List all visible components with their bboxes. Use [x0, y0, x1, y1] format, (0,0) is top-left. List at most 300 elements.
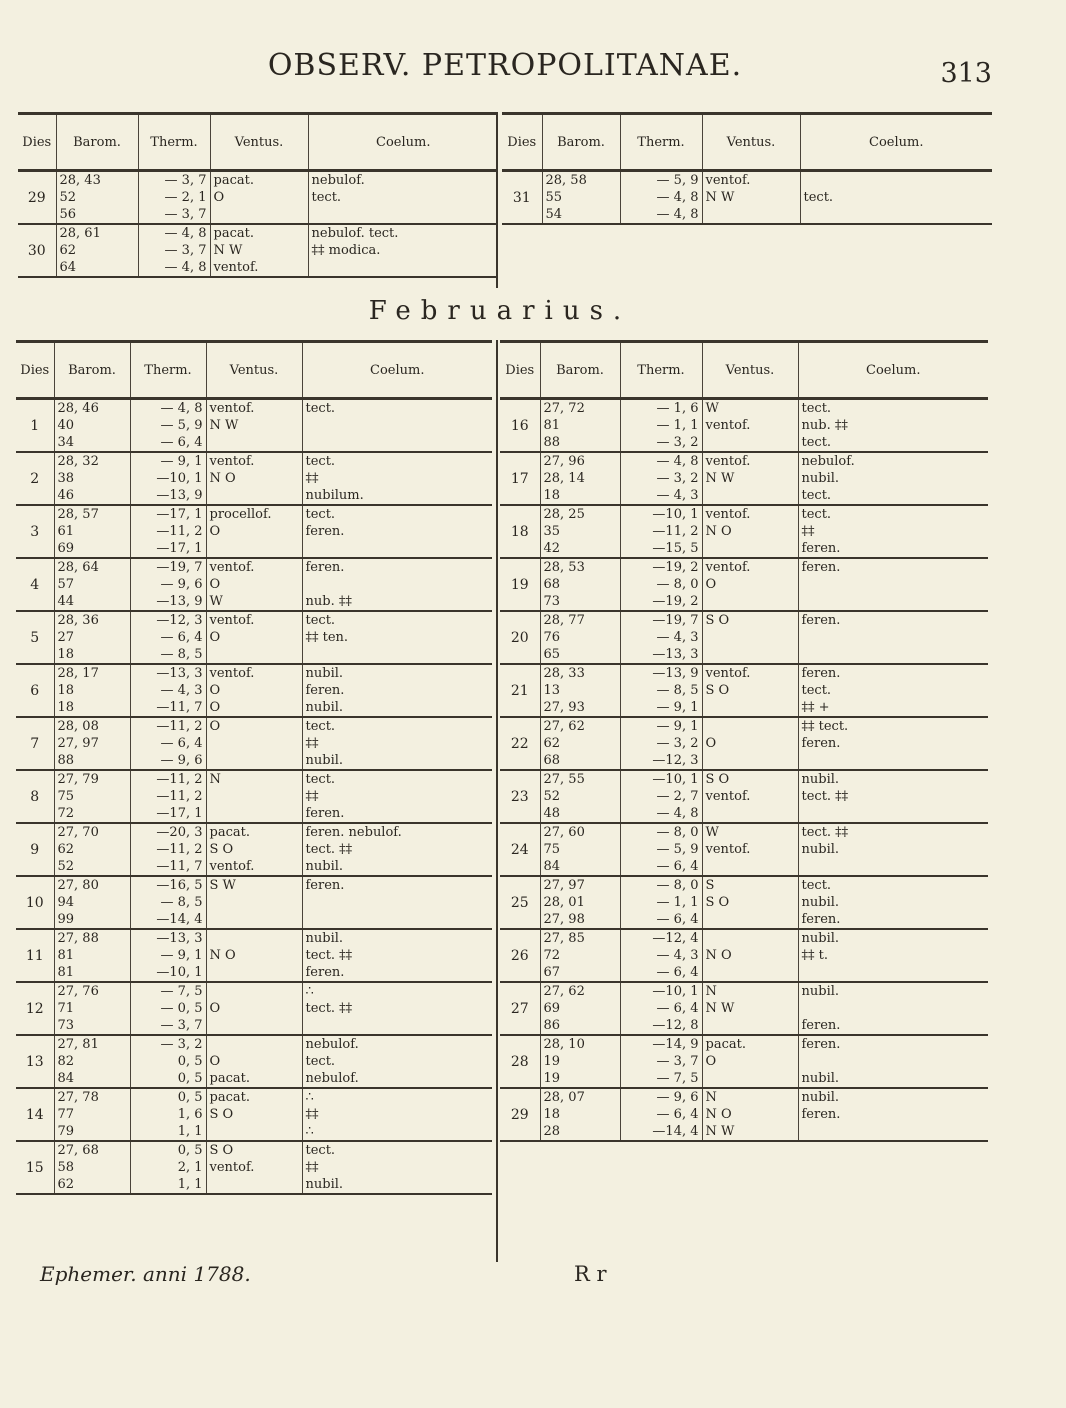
- therm-reading: —11, 2: [156, 789, 203, 804]
- coelum-cell: [798, 876, 988, 929]
- barom-reading: 64: [59, 260, 77, 275]
- barom-reading: 27, 85: [543, 931, 585, 946]
- barom-reading: 58: [57, 1160, 75, 1175]
- ventus-cell: [206, 1141, 302, 1194]
- ventus-cell: [702, 982, 798, 1035]
- therm-reading: —14, 9: [652, 1037, 699, 1052]
- therm-reading: — 4, 8: [160, 401, 203, 416]
- therm-cell: [130, 1141, 206, 1194]
- ventus-reading: [207, 805, 302, 822]
- therm-column-header: Therm.: [620, 342, 702, 399]
- january-table-left: [18, 112, 498, 278]
- coelum-cell: [798, 929, 988, 982]
- ventus-reading: N W: [213, 243, 243, 258]
- therm-reading: —19, 7: [652, 613, 699, 628]
- therm-reading: — 5, 9: [656, 842, 699, 857]
- barom-cell: [540, 929, 620, 982]
- coelum-reading: [801, 172, 993, 189]
- therm-reading: — 6, 4: [160, 630, 203, 645]
- ventus-reading: [207, 540, 302, 557]
- therm-reading: — 4, 3: [656, 488, 699, 503]
- ventus-reading: N W: [705, 190, 735, 205]
- coelum-reading: nubil.: [801, 984, 840, 999]
- ventus-cell: [206, 823, 302, 876]
- therm-reading: — 1, 1: [656, 895, 699, 910]
- barom-reading: 52: [543, 789, 561, 804]
- ventus-reading: pacat.: [209, 1090, 250, 1105]
- coelum-cell: [798, 770, 988, 823]
- ventus-column-header: Ventus.: [206, 342, 302, 399]
- barom-reading: 18: [57, 683, 75, 698]
- ventus-reading: [703, 964, 798, 981]
- coelum-cell: [798, 1035, 988, 1088]
- day-row: [500, 717, 988, 770]
- observation-table: [18, 112, 498, 278]
- therm-reading: — 4, 3: [656, 948, 699, 963]
- barom-reading: 28, 64: [57, 560, 99, 575]
- day-number: 8: [16, 770, 54, 823]
- therm-cell: [130, 611, 206, 664]
- day-row: [500, 611, 988, 664]
- dies-column-header: Dies: [500, 342, 540, 399]
- coelum-reading: ‡‡ tect.: [801, 719, 849, 734]
- therm-reading: — 6, 4: [656, 1107, 699, 1122]
- coelum-reading: nubil.: [305, 931, 344, 946]
- barom-cell: [54, 1035, 130, 1088]
- coelum-cell: [302, 1088, 492, 1141]
- coelum-reading: [801, 206, 993, 223]
- therm-reading: — 8, 5: [160, 895, 203, 910]
- coelum-reading: [799, 646, 989, 663]
- therm-cell: [620, 823, 702, 876]
- coelum-reading: feren. nebulof.: [305, 825, 402, 840]
- barom-reading: 75: [57, 789, 75, 804]
- ventus-reading: S O: [705, 683, 730, 698]
- therm-cell: [130, 1035, 206, 1088]
- page-number: 313: [940, 58, 992, 89]
- ventus-reading: ventof.: [705, 507, 751, 522]
- coelum-reading: [309, 259, 499, 276]
- therm-reading: — 4, 8: [656, 190, 699, 205]
- ventus-cell: [702, 399, 798, 453]
- day-number: 2: [16, 452, 54, 505]
- ventus-reading: [207, 983, 302, 1000]
- ventus-reading: pacat.: [705, 1037, 746, 1052]
- therm-reading: — 9, 6: [160, 753, 203, 768]
- day-number: 13: [16, 1035, 54, 1088]
- ventus-reading: [703, 593, 798, 610]
- therm-cell: [130, 823, 206, 876]
- day-row: [16, 505, 492, 558]
- barom-cell: [540, 876, 620, 929]
- ventus-reading: N O: [209, 948, 236, 963]
- therm-cell: [620, 982, 702, 1035]
- barom-reading: 77: [57, 1107, 75, 1122]
- barom-cell: [54, 876, 130, 929]
- ventus-reading: O: [209, 719, 221, 734]
- day-row: [500, 558, 988, 611]
- day-row: [500, 664, 988, 717]
- ventus-reading: O: [705, 1054, 717, 1069]
- coelum-column-header: Coelum.: [798, 342, 988, 399]
- day-number: 23: [500, 770, 540, 823]
- day-number: 20: [500, 611, 540, 664]
- coelum-reading: [799, 576, 989, 593]
- ventus-reading: ventof.: [705, 418, 751, 433]
- ventus-reading: [703, 434, 798, 451]
- barom-reading: 28, 43: [59, 173, 101, 188]
- therm-reading: —12, 3: [156, 613, 203, 628]
- barom-reading: 18: [543, 1107, 561, 1122]
- barom-reading: 28, 01: [543, 895, 585, 910]
- coelum-cell: [798, 399, 988, 453]
- coelum-reading: feren.: [305, 806, 345, 821]
- ventus-cell: [702, 929, 798, 982]
- barom-reading: 56: [59, 207, 77, 222]
- barom-cell: [540, 982, 620, 1035]
- barom-cell: [54, 1088, 130, 1141]
- barom-cell: [542, 171, 620, 225]
- ventus-reading: ventof.: [209, 560, 255, 575]
- day-number: 30: [18, 224, 56, 277]
- therm-reading: — 3, 2: [656, 736, 699, 751]
- ventus-reading: [703, 752, 798, 769]
- coelum-reading: nub. ‡‡: [801, 418, 848, 433]
- therm-reading: —10, 1: [652, 984, 699, 999]
- therm-cell: [620, 770, 702, 823]
- ventus-reading: S O: [705, 772, 730, 787]
- therm-column-header: Therm.: [130, 342, 206, 399]
- therm-cell: [620, 611, 702, 664]
- ventus-reading: [207, 646, 302, 663]
- coelum-reading: feren.: [801, 613, 841, 628]
- barom-reading: 28, 58: [545, 173, 587, 188]
- coelum-reading: ‡‡: [305, 471, 319, 486]
- ventus-reading: W: [209, 594, 223, 609]
- therm-cell: [130, 452, 206, 505]
- barom-cell: [54, 770, 130, 823]
- day-number: 22: [500, 717, 540, 770]
- day-number: 10: [16, 876, 54, 929]
- coelum-reading: feren.: [305, 683, 345, 698]
- day-number: 27: [500, 982, 540, 1035]
- ventus-reading: N W: [209, 418, 239, 433]
- day-number: 24: [500, 823, 540, 876]
- barom-reading: 72: [57, 806, 75, 821]
- coelum-reading: tect.: [305, 1143, 336, 1158]
- therm-reading: — 4, 8: [164, 260, 207, 275]
- therm-reading: 2, 1: [177, 1160, 203, 1175]
- barom-reading: 28, 53: [543, 560, 585, 575]
- barom-reading: 28, 25: [543, 507, 585, 522]
- ventus-reading: [703, 487, 798, 504]
- ventus-column-header: Ventus.: [702, 114, 800, 171]
- barom-reading: 73: [543, 594, 561, 609]
- therm-reading: — 8, 0: [656, 577, 699, 592]
- therm-reading: —11, 2: [156, 719, 203, 734]
- day-row: [502, 171, 992, 225]
- barom-column-header: Barom.: [542, 114, 620, 171]
- day-number: 7: [16, 717, 54, 770]
- coelum-reading: nebulof.: [311, 173, 365, 188]
- therm-reading: 1, 1: [177, 1124, 203, 1139]
- barom-reading: 28, 08: [57, 719, 99, 734]
- coelum-cell: [800, 171, 992, 225]
- coelum-reading: ‡‡: [801, 524, 815, 539]
- coelum-cell: [302, 611, 492, 664]
- coelum-reading: tect.: [305, 772, 336, 787]
- therm-reading: —13, 9: [156, 594, 203, 609]
- therm-cell: [620, 717, 702, 770]
- day-number: 28: [500, 1035, 540, 1088]
- coelum-reading: tect.: [305, 719, 336, 734]
- coelum-reading: [799, 964, 989, 981]
- coelum-reading: feren.: [305, 560, 345, 575]
- coelum-column-header: Coelum.: [302, 342, 492, 399]
- ventus-reading: pacat.: [213, 173, 254, 188]
- coelum-reading: ‡‡ ten.: [305, 630, 349, 645]
- therm-reading: — 8, 0: [656, 878, 699, 893]
- barom-reading: 28, 17: [57, 666, 99, 681]
- ventus-cell: [206, 1088, 302, 1141]
- barom-reading: 79: [57, 1124, 75, 1139]
- day-row: [500, 1088, 988, 1141]
- ventus-cell: [206, 929, 302, 982]
- ventus-cell: [702, 452, 798, 505]
- ventus-reading: S O: [705, 613, 730, 628]
- barom-cell: [540, 717, 620, 770]
- ventus-reading: [207, 930, 302, 947]
- barom-cell: [540, 1088, 620, 1141]
- ventus-cell: [702, 505, 798, 558]
- coelum-reading: nubil.: [801, 1071, 840, 1086]
- therm-reading: —10, 1: [156, 471, 203, 486]
- coelum-reading: nebulof.: [305, 1037, 359, 1052]
- ventus-reading: N O: [209, 471, 236, 486]
- barom-column-header: Barom.: [540, 342, 620, 399]
- barom-reading: 88: [57, 753, 75, 768]
- ventus-cell: [206, 558, 302, 611]
- therm-reading: — 3, 2: [656, 435, 699, 450]
- day-row: [500, 823, 988, 876]
- therm-reading: —11, 7: [156, 700, 203, 715]
- coelum-column-header: Coelum.: [800, 114, 992, 171]
- day-row: [500, 505, 988, 558]
- day-row: [16, 823, 492, 876]
- ventus-cell: [206, 1035, 302, 1088]
- ventus-cell: [702, 171, 800, 225]
- therm-reading: —11, 2: [156, 772, 203, 787]
- coelum-reading: feren.: [305, 965, 345, 980]
- barom-reading: 27: [57, 630, 75, 645]
- ventus-reading: [703, 629, 798, 646]
- barom-reading: 19: [543, 1054, 561, 1069]
- barom-reading: 86: [543, 1018, 561, 1033]
- therm-column-header: Therm.: [620, 114, 702, 171]
- barom-reading: 68: [543, 753, 561, 768]
- day-row: [16, 664, 492, 717]
- barom-reading: 81: [57, 948, 75, 963]
- barom-cell: [540, 611, 620, 664]
- day-number: 29: [18, 171, 56, 225]
- barom-reading: 40: [57, 418, 75, 433]
- therm-reading: —15, 5: [652, 541, 699, 556]
- therm-cell: [130, 876, 206, 929]
- therm-reading: — 8, 0: [656, 825, 699, 840]
- ventus-column-header: Ventus.: [702, 342, 798, 399]
- coelum-reading: ∴: [305, 984, 314, 999]
- ventus-reading: S W: [209, 878, 236, 893]
- coelum-reading: nub. ‡‡: [305, 594, 352, 609]
- therm-reading: —14, 4: [652, 1124, 699, 1139]
- barom-cell: [54, 982, 130, 1035]
- day-number: 29: [500, 1088, 540, 1141]
- coelum-reading: ‡‡ t.: [801, 948, 828, 963]
- ventus-reading: N W: [705, 1124, 735, 1139]
- coelum-reading: nubil.: [305, 700, 344, 715]
- ventus-reading: O: [705, 577, 717, 592]
- ventus-reading: O: [209, 700, 221, 715]
- ventus-reading: ventof.: [705, 789, 751, 804]
- coelum-reading: tect.: [801, 507, 832, 522]
- coelum-reading: tect.: [801, 401, 832, 416]
- coelum-cell: [798, 664, 988, 717]
- therm-reading: — 2, 7: [656, 789, 699, 804]
- coelum-reading: [309, 206, 499, 223]
- ventus-reading: [211, 206, 308, 223]
- day-row: [16, 876, 492, 929]
- coelum-reading: nebulof.: [305, 1071, 359, 1086]
- therm-reading: — 4, 8: [656, 454, 699, 469]
- therm-reading: — 5, 9: [160, 418, 203, 433]
- coelum-cell: [308, 224, 498, 277]
- coelum-reading: [799, 1053, 989, 1070]
- therm-cell: [620, 1088, 702, 1141]
- column-divider: [496, 112, 498, 288]
- barom-cell: [54, 823, 130, 876]
- ventus-reading: ventof.: [209, 1160, 255, 1175]
- coelum-cell: [798, 505, 988, 558]
- day-number: 3: [16, 505, 54, 558]
- coelum-reading: tect. ‡‡: [801, 825, 849, 840]
- therm-reading: — 3, 2: [656, 471, 699, 486]
- barom-reading: 72: [543, 948, 561, 963]
- therm-reading: — 3, 7: [164, 173, 207, 188]
- barom-reading: 28: [543, 1124, 561, 1139]
- barom-reading: 42: [543, 541, 561, 556]
- day-number: 14: [16, 1088, 54, 1141]
- barom-reading: 28, 14: [543, 471, 585, 486]
- barom-reading: 27, 62: [543, 719, 585, 734]
- barom-cell: [540, 399, 620, 453]
- barom-reading: 62: [543, 736, 561, 751]
- therm-reading: — 9, 1: [656, 719, 699, 734]
- barom-reading: 27, 96: [543, 454, 585, 469]
- coelum-reading: feren.: [801, 1107, 841, 1122]
- coelum-reading: tect.: [801, 488, 832, 503]
- therm-cell: [620, 505, 702, 558]
- barom-cell: [54, 505, 130, 558]
- coelum-reading: nubil.: [801, 772, 840, 787]
- therm-reading: —10, 1: [156, 965, 203, 980]
- ventus-reading: S O: [209, 1143, 234, 1158]
- column-divider: [496, 340, 498, 1262]
- barom-cell: [540, 505, 620, 558]
- barom-reading: 18: [543, 488, 561, 503]
- therm-reading: — 6, 4: [160, 435, 203, 450]
- coelum-reading: feren.: [305, 878, 345, 893]
- ventus-reading: O: [209, 630, 221, 645]
- barom-reading: 69: [543, 1001, 561, 1016]
- therm-cell: [130, 558, 206, 611]
- coelum-cell: [302, 664, 492, 717]
- ventus-cell: [702, 664, 798, 717]
- ventus-cell: [702, 770, 798, 823]
- ventus-reading: N: [705, 1090, 717, 1105]
- coelum-reading: feren.: [801, 1018, 841, 1033]
- coelum-reading: feren.: [801, 912, 841, 927]
- coelum-reading: [799, 1123, 989, 1140]
- therm-reading: —13, 3: [156, 931, 203, 946]
- ventus-reading: O: [209, 524, 221, 539]
- therm-reading: —17, 1: [156, 507, 203, 522]
- barom-reading: 28, 07: [543, 1090, 585, 1105]
- coelum-reading: tect.: [305, 1054, 336, 1069]
- day-row: [16, 452, 492, 505]
- ventus-cell: [702, 717, 798, 770]
- dies-column-header: Dies: [502, 114, 542, 171]
- therm-cell: [130, 505, 206, 558]
- january-table-right: [502, 112, 992, 225]
- barom-reading: 35: [543, 524, 561, 539]
- ventus-cell: [206, 770, 302, 823]
- therm-reading: — 3, 2: [160, 1037, 203, 1052]
- barom-reading: 55: [545, 190, 563, 205]
- ventus-cell: [206, 982, 302, 1035]
- barom-reading: 62: [59, 243, 77, 258]
- coelum-cell: [302, 558, 492, 611]
- coelum-reading: ‡‡ +: [801, 700, 830, 715]
- coelum-reading: nubil.: [305, 1177, 344, 1192]
- day-row: [18, 171, 498, 225]
- coelum-cell: [798, 611, 988, 664]
- ventus-reading: ventof.: [705, 666, 751, 681]
- day-row: [16, 982, 492, 1035]
- coelum-reading: feren.: [801, 666, 841, 681]
- day-row: [16, 717, 492, 770]
- therm-reading: —11, 7: [156, 859, 203, 874]
- ventus-cell: [702, 1035, 798, 1088]
- barom-reading: 94: [57, 895, 75, 910]
- therm-reading: —16, 5: [156, 878, 203, 893]
- ventus-cell: [210, 224, 308, 277]
- therm-cell: [620, 452, 702, 505]
- signature-mark: R r: [574, 1262, 607, 1286]
- month-heading: Februarius.: [368, 296, 632, 326]
- therm-reading: 0, 5: [177, 1071, 203, 1086]
- coelum-reading: nubil.: [801, 895, 840, 910]
- day-number: 26: [500, 929, 540, 982]
- barom-reading: 28, 57: [57, 507, 99, 522]
- barom-reading: 76: [543, 630, 561, 645]
- ventus-reading: O: [209, 577, 221, 592]
- coelum-reading: nubil.: [801, 1090, 840, 1105]
- therm-reading: —12, 3: [652, 753, 699, 768]
- barom-cell: [540, 1035, 620, 1088]
- barom-cell: [540, 823, 620, 876]
- coelum-reading: tect.: [801, 683, 832, 698]
- therm-reading: — 9, 1: [656, 700, 699, 715]
